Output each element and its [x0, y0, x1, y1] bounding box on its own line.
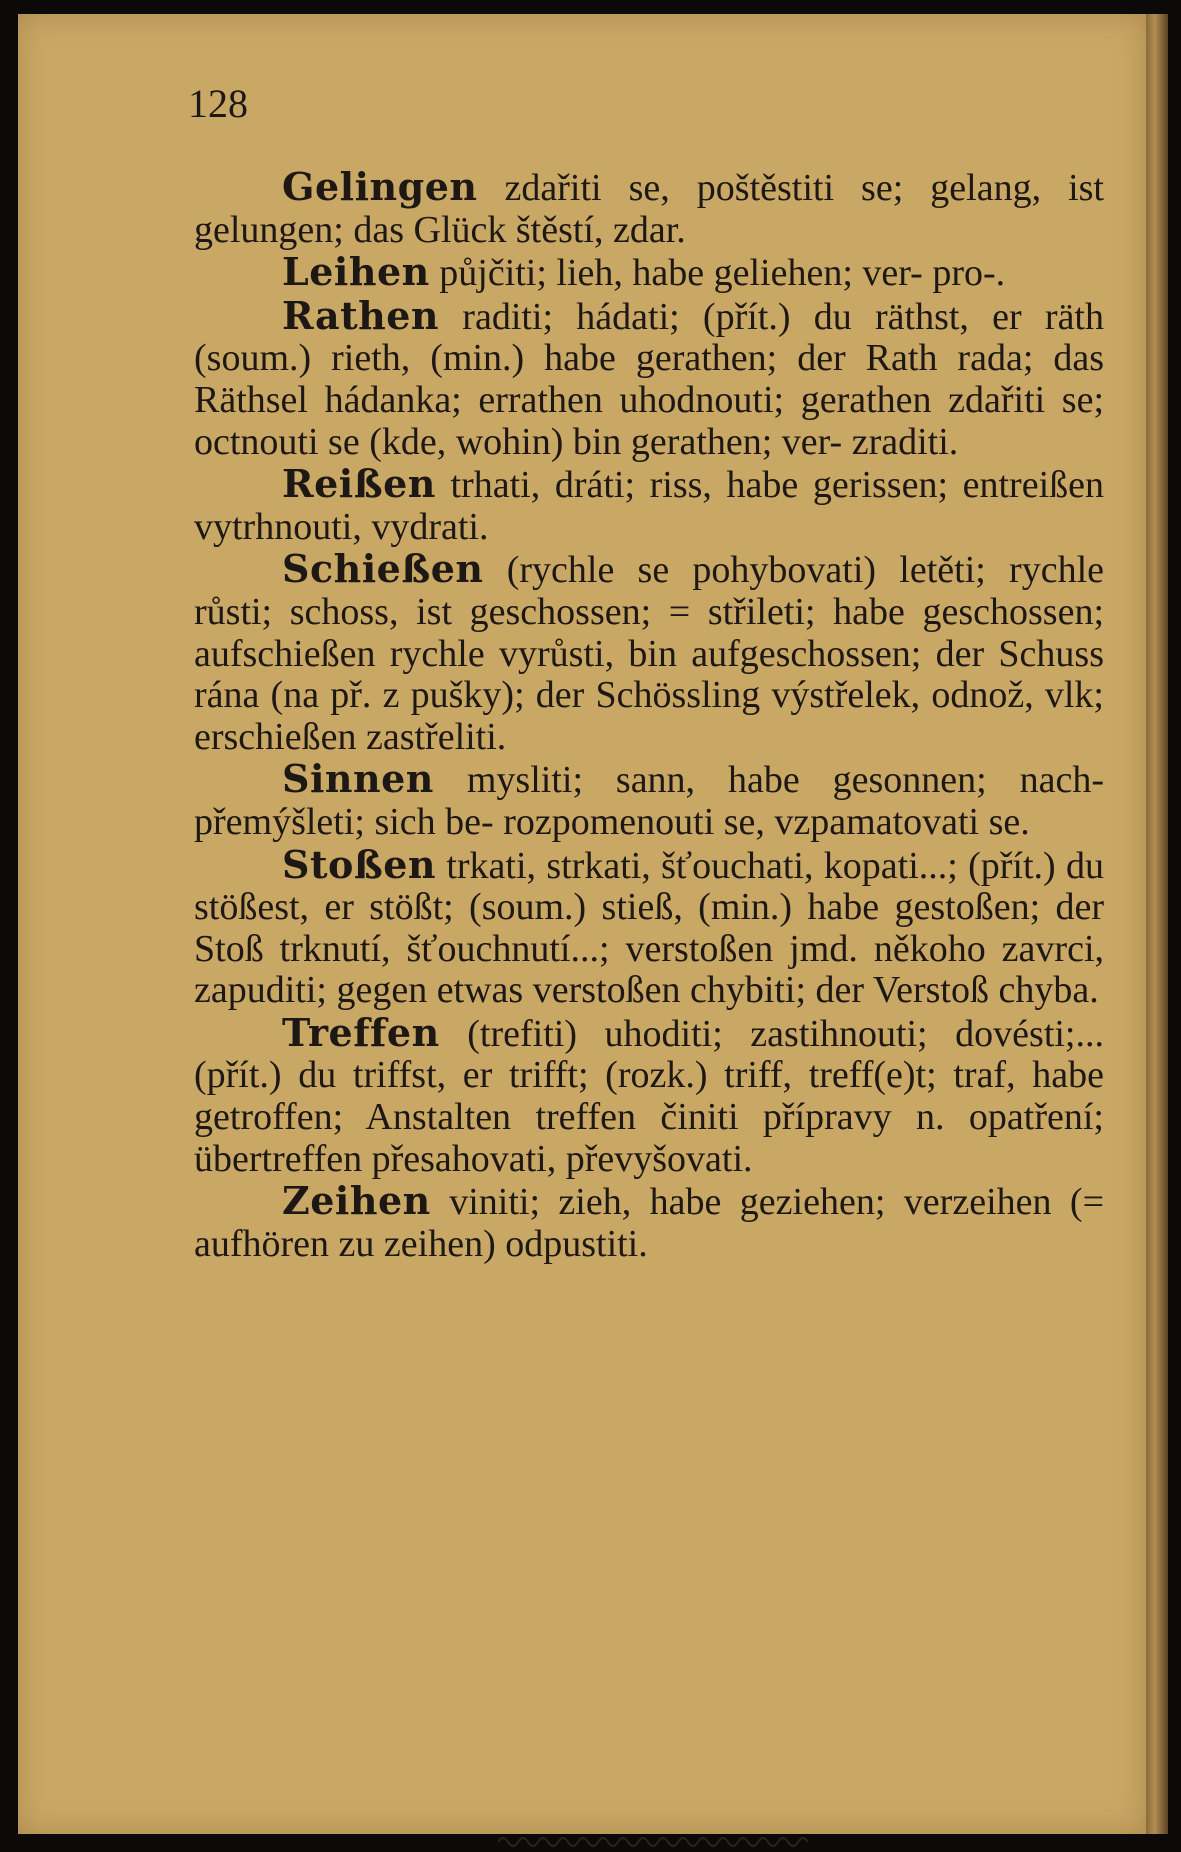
dictionary-entry [194, 166, 1104, 251]
entry-text: (trefiti) uhoditi; zastihnouti; dovésti;... (přít.) du triffst, er trifft; (rozk.) triff, treff(e)t; traf, habe getroffen; Anstalten treffen činiti přípravy n. opatření; übertreffen přesahovati, převyšovati. [194, 1012, 1104, 1180]
dictionary-entry [194, 1009, 1104, 1180]
dictionary-entry [194, 292, 1104, 463]
dictionary-entry [194, 758, 1104, 843]
dictionary-entry [194, 251, 1104, 295]
page-number: 128 [188, 81, 248, 126]
book-page [18, 14, 1146, 1834]
entry-text: viniti; zieh, habe geziehen; verzeihen (= aufhören zu zeihen) odpustiti. [194, 1181, 1104, 1265]
dictionary-entry [194, 548, 1104, 758]
page-edge [1146, 14, 1168, 1834]
entry-text: mysliti; sann, habe gesonnen; nach- přemýšleti; sich be- rozpomenouti se, vzpamatovati se. [194, 759, 1104, 843]
dictionary-entry [194, 1180, 1104, 1265]
entry-headword: Gelingen [282, 164, 478, 209]
entry-text: půjčiti; lieh, habe geliehen; ver- pro-. [429, 252, 1006, 295]
entry-text: (rychle se pohybovati) letěti; rychle růsti; schoss, ist geschossen; = střileti; habe geschossen; aufschießen rychle vyrůsti, bin aufgeschossen; der Schuss rána (na př. z pušky); der Schössling výstřelek, odnož, vlk; erschießen zastřeliti. [194, 549, 1104, 758]
entry-text: trkati, strkati, šťouchati, kopati...; (přít.) du stößest, er stößt; (soum.) stieß, (min.) habe gestoßen; der Stoß trknutí, šťouchnutí...; verstoßen jmd. někoho zavrci, zapuditi; gegen etwas verstoßen chybiti; der Verstoß chyba. [194, 844, 1104, 1012]
entry-headword: Stoßen [282, 841, 437, 887]
wavy-rule-ornament [498, 1832, 808, 1852]
entry-headword: Schießen [282, 546, 484, 592]
entry-text: raditi; hádati; (přít.) du räthst, er räth (soum.) rieth, (min.) habe gerathen; der Rath rada; das Räthsel hádanka; errathen uhodnouti; gerathen zdařiti se; octnouti se (kde, wohin) bin gerathen; ver- zraditi. [194, 295, 1104, 463]
dictionary-entry [194, 841, 1104, 1012]
dictionary-entry [194, 463, 1104, 548]
entry-headword: Zeihen [282, 1178, 431, 1224]
entry-headword: Treffen [282, 1009, 440, 1055]
entry-text: trhati, dráti; riss, habe gerissen; entreißen vytrhnouti, vydrati. [194, 464, 1104, 548]
entry-headword: Sinnen [282, 756, 434, 802]
entry-text: zdařiti se, poštěstiti se; gelang, ist gelungen; das Glück štěstí, zdar. [194, 167, 1104, 251]
entry-headword: Leihen [282, 249, 430, 295]
entry-headword: Reißen [282, 461, 436, 507]
dictionary-entries [194, 166, 1104, 1265]
entry-headword: Rathen [282, 292, 440, 338]
